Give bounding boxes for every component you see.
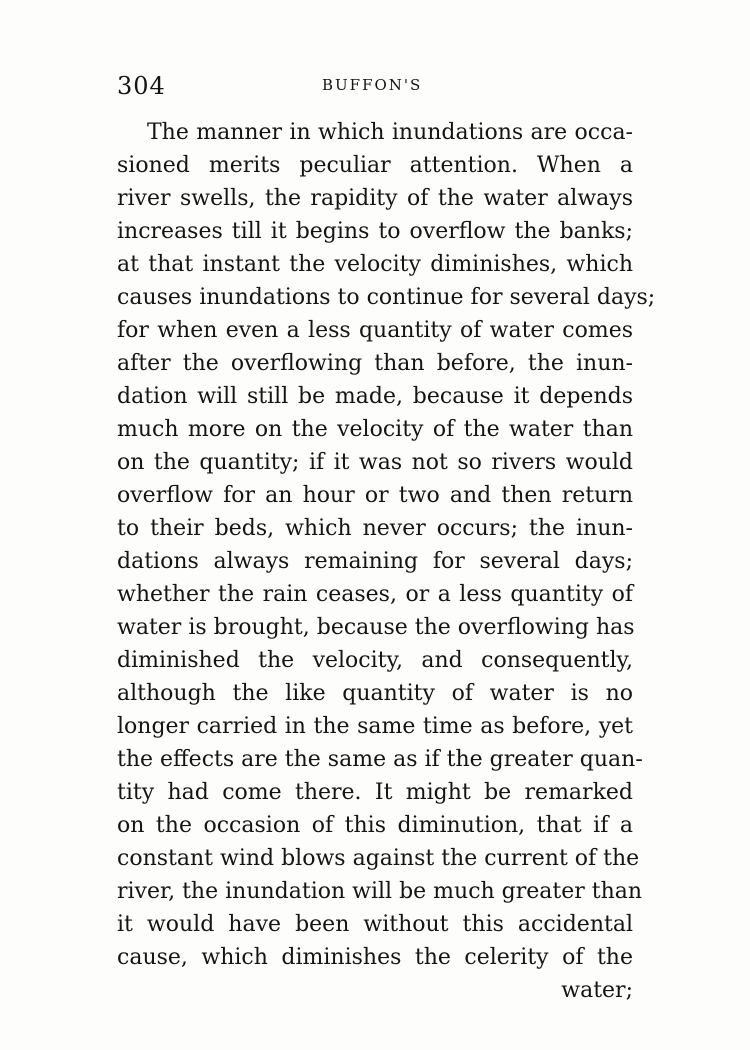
text-line: much more on the velocity of the water than bbox=[117, 417, 633, 442]
text-line: dation will still be made, because it depends bbox=[117, 384, 633, 409]
text-line: sioned merits peculiar attention. When a bbox=[117, 153, 633, 178]
text-line: dations always remaining for several days; bbox=[117, 549, 633, 574]
text-line: at that instant the velocity diminishes, which bbox=[117, 252, 633, 277]
text-line: on the occasion of this diminution, that if a bbox=[117, 813, 633, 838]
text-line: for when even a less quantity of water comes bbox=[117, 318, 633, 343]
text-line: cause, which diminishes the celerity of the bbox=[117, 945, 633, 970]
text-line: water is brought, because the overflowing has bbox=[117, 615, 635, 640]
text-line: The manner in which inundations are occa- bbox=[147, 120, 633, 145]
running-head: BUFFON'S bbox=[322, 76, 423, 94]
paragraph bbox=[117, 116, 656, 1007]
text-line: it would have been without this accidental bbox=[117, 912, 633, 937]
text-line: whether the rain ceases, or a less quantity of bbox=[117, 582, 633, 607]
text-line: constant wind blows against the current of the bbox=[117, 846, 640, 871]
page-header bbox=[117, 70, 633, 104]
text-line: causes inundations to continue for several days; bbox=[117, 285, 656, 310]
text-line: on the quantity; if it was not so rivers would bbox=[117, 450, 633, 475]
text-line: tity had come there. It might be remarked bbox=[117, 780, 633, 805]
text-line: after the overflowing than before, the inun- bbox=[117, 351, 633, 376]
text-line: river swells, the rapidity of the water always bbox=[117, 186, 633, 211]
text-line: longer carried in the same time as before, yet bbox=[117, 714, 633, 739]
page-number: 304 bbox=[117, 72, 166, 100]
text-line: diminished the velocity, and consequently, bbox=[117, 648, 633, 673]
text-line: river, the inundation will be much greater than bbox=[117, 879, 643, 904]
text-line: to their beds, which never occurs; the inun- bbox=[117, 516, 633, 541]
text-line: although the like quantity of water is no bbox=[117, 681, 633, 706]
text-line: increases till it begins to overflow the banks; bbox=[117, 219, 633, 244]
text-line: the effects are the same as if the greater quan- bbox=[117, 747, 643, 772]
catchword-line: water; bbox=[561, 978, 633, 1003]
text-line: overflow for an hour or two and then return bbox=[117, 483, 633, 508]
